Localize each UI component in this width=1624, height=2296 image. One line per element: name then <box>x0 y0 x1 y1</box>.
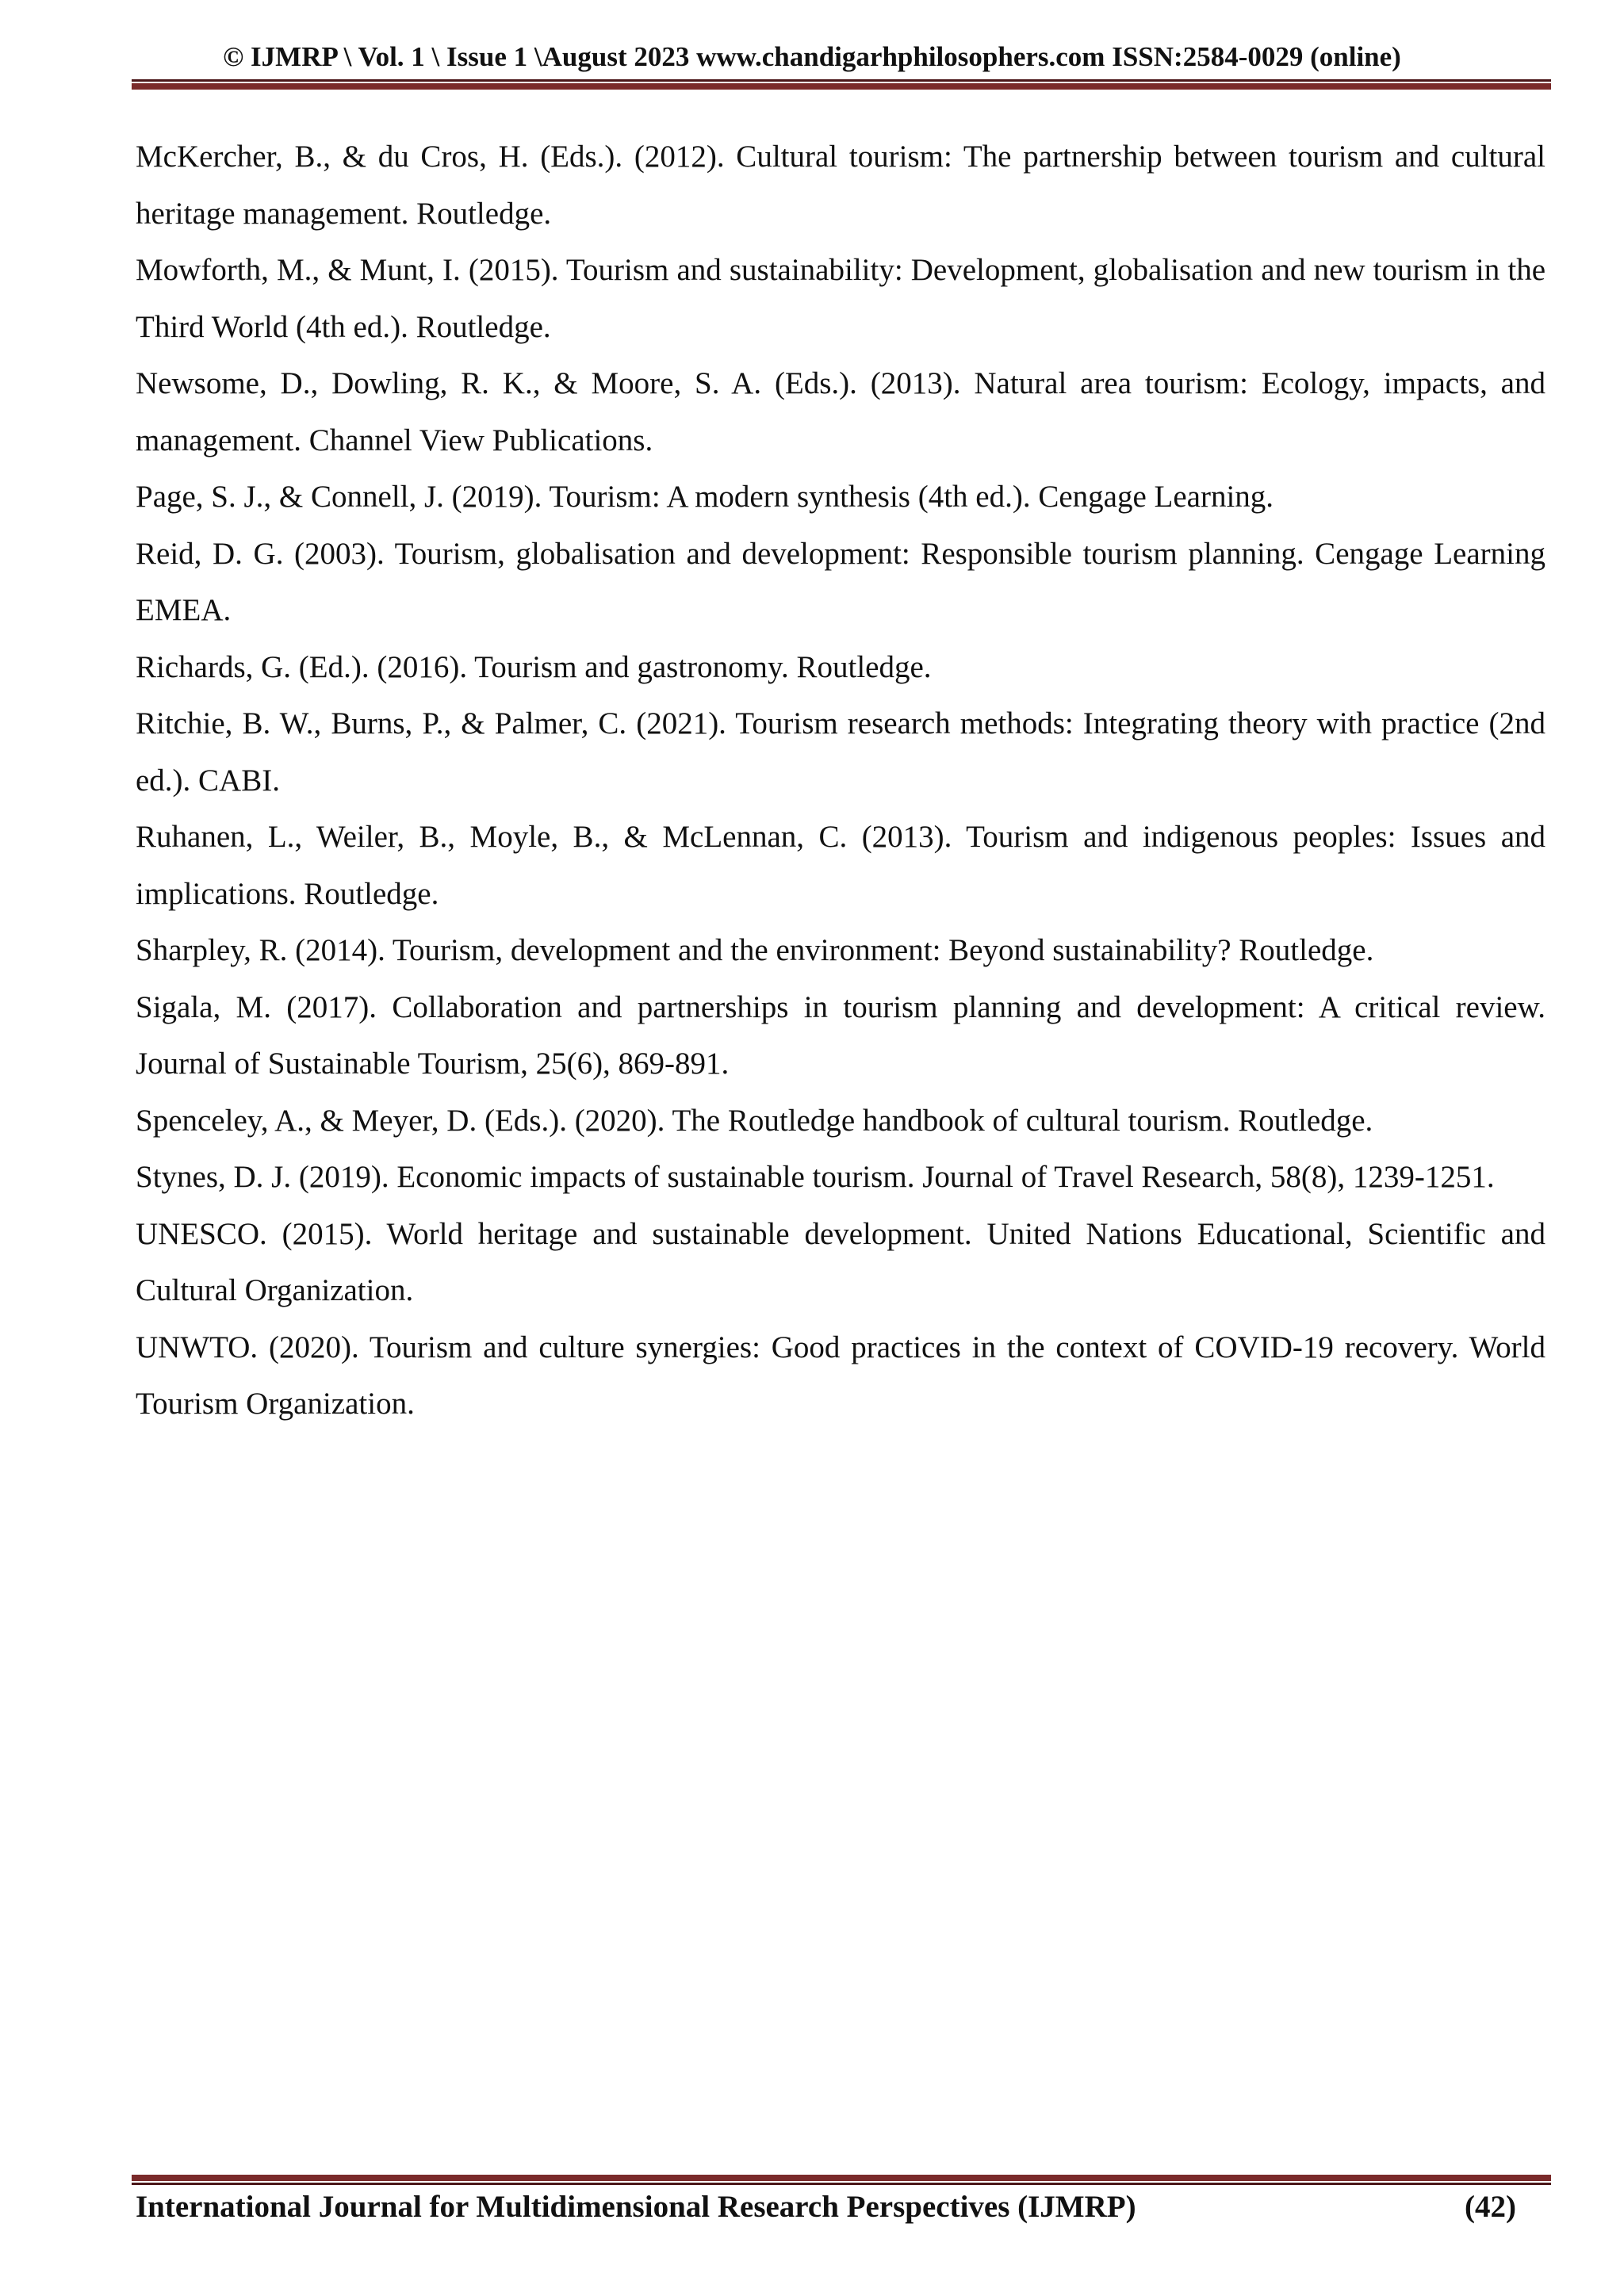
reference-entry: Newsome, D., Dowling, R. K., & Moore, S. A. (Eds.). (2013). Natural area tourism: Ecology, impacts, and management. Channel View Publications. <box>136 366 1545 457</box>
reference-entry: Ritchie, B. W., Burns, P., & Palmer, C. (2021). Tourism research methods: Integrating theory with practice (2nd ed.). CABI. <box>136 706 1545 798</box>
header-rule-thick <box>132 83 1551 90</box>
header-rule-thin <box>132 79 1551 82</box>
reference-entry: Ruhanen, L., Weiler, B., Moyle, B., & McLennan, C. (2013). Tourism and indigenous peoples: Issues and implications. Routledge. <box>136 820 1545 911</box>
footer-rule-thin <box>132 2183 1551 2185</box>
reference-entry: Stynes, D. J. (2019). Economic impacts of sustainable tourism. Journal of Travel Research, 58(8), 1239-1251. <box>136 1160 1495 1194</box>
reference-entry: UNWTO. (2020). Tourism and culture synergies: Good practices in the context of COVID-19 recovery. World Tourism Organization. <box>136 1330 1545 1421</box>
reference-list <box>136 128 1545 1433</box>
reference-entry: Sharpley, R. (2014). Tourism, development and the environment: Beyond sustainability? Routledge. <box>136 933 1374 967</box>
reference-entry: UNESCO. (2015). World heritage and sustainable development. United Nations Educational, Scientific and Cultural Organization. <box>136 1216 1545 1307</box>
reference-entry: Sigala, M. (2017). Collaboration and partnerships in tourism planning and development: A critical review. Journal of Sustainable Tourism, 25(6), 869-891. <box>136 989 1545 1081</box>
header-text: © IJMRP \ Vol. 1 \ Issue 1 \August 2023 www.chandigarhphilosophers.com ISSN:2584-0029 (online) <box>223 41 1401 72</box>
reference-entry: Mowforth, M., & Munt, I. (2015). Tourism and sustainability: Development, globalisation and new tourism in the Third World (4th ed.). Routledge. <box>136 253 1545 344</box>
footer-journal-title: International Journal for Multidimensional Research Perspectives (IJMRP) <box>136 2190 1136 2224</box>
footer-rule-thick <box>132 2175 1551 2181</box>
reference-entry: Richards, G. (Ed.). (2016). Tourism and gastronomy. Routledge. <box>136 649 932 684</box>
reference-entry: McKercher, B., & du Cros, H. (Eds.). (2012). Cultural tourism: The partnership between tourism and cultural heritage management. Routledge. <box>136 140 1545 231</box>
reference-entry: Spenceley, A., & Meyer, D. (Eds.). (2020). The Routledge handbook of cultural tourism. Routledge. <box>136 1103 1373 1138</box>
reference-entry: Page, S. J., & Connell, J. (2019). Tourism: A modern synthesis (4th ed.). Cengage Learning. <box>136 480 1274 514</box>
reference-entry: Reid, D. G. (2003). Tourism, globalisation and development: Responsible tourism planning. Cengage Learning EMEA. <box>136 536 1545 627</box>
page-number: (42) <box>1465 2190 1516 2224</box>
